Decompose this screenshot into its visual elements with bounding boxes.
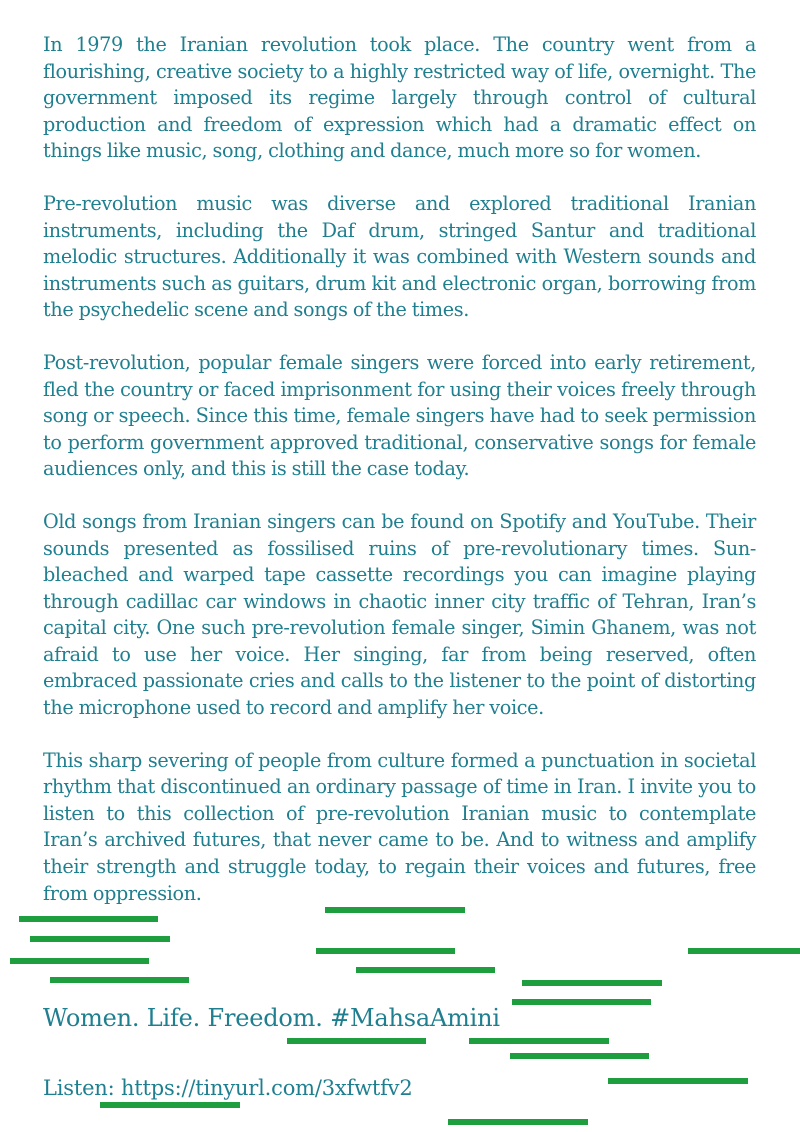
green-stroke xyxy=(512,999,651,1005)
green-stroke xyxy=(30,936,170,942)
green-stroke xyxy=(325,907,465,913)
green-stroke xyxy=(316,948,455,954)
paragraph-revolution: In 1979 the Iranian revolution took place. The country went from a flourishing, creative society to a highly restricted way of life, overnight. The government imposed its regime largely through control of cultural production and freedom of expression which had a dramatic effect on things like music, song, clothing and dance, much more so for women. xyxy=(43,33,756,163)
article-body xyxy=(43,32,756,907)
slogan: Women. Life. Freedom. #MahsaAmini xyxy=(43,1004,500,1032)
green-stroke xyxy=(469,1038,609,1044)
green-stroke xyxy=(448,1119,588,1125)
green-stroke xyxy=(50,977,189,983)
listen-link[interactable]: Listen: https://tinyurl.com/3xfwtfv2 xyxy=(43,1076,413,1100)
paragraph-invitation: This sharp severing of people from culture formed a punctuation in societal rhythm that discontinued an ordinary passage of time in Iran. I invite you to listen to this collection of pre-revolution Iranian music to contemplate Iran’s archived futures, that never came to be. And to witness and amplify their strength and struggle today, to regain their voices and futures, free from oppression. xyxy=(43,748,756,905)
paragraph-post-revolution: Post-revolution, popular female singers were forced into early retirement, fled the country or faced imprisonment for using their voices freely through song or speech. Since this time, female singers have had to seek permission to perform government approved traditional, conservative songs for female audiences only, and this is still the case today. xyxy=(43,350,756,481)
green-stroke xyxy=(688,948,800,954)
green-stroke xyxy=(510,1053,649,1059)
paragraph-old-songs: Old songs from Iranian singers can be found on Spotify and YouTube. Their sounds presented as fossilised ruins of pre-revolutionary times. Sun-bleached and warped tape cassette recordings you can imagine playing through cadillac car windows in chaotic inner city traffic of Tehran, Iran’s capital city. One such pre-revolution female singer, Simin Ghanem, was not afraid to use her voice. Her singing, far from being reserved, often embraced passionate cries and calls to the listener to the point of distorting the microphone used to record and amplify her voice. xyxy=(43,509,756,720)
green-stroke xyxy=(287,1038,426,1044)
green-stroke xyxy=(19,916,158,922)
green-stroke xyxy=(100,1102,240,1108)
green-stroke xyxy=(10,958,149,964)
green-stroke xyxy=(608,1078,748,1084)
paragraph-pre-revolution-music: Pre-revolution music was diverse and explored traditional Iranian instruments, including the Daf drum, stringed Santur and traditional melodic structures. Additionally it was combined with Western sounds and instruments such as guitars, drum kit and electronic organ, borrowing from the psychedelic scene and songs of the times. xyxy=(43,191,756,322)
green-stroke xyxy=(522,980,662,986)
green-stroke xyxy=(356,967,495,973)
